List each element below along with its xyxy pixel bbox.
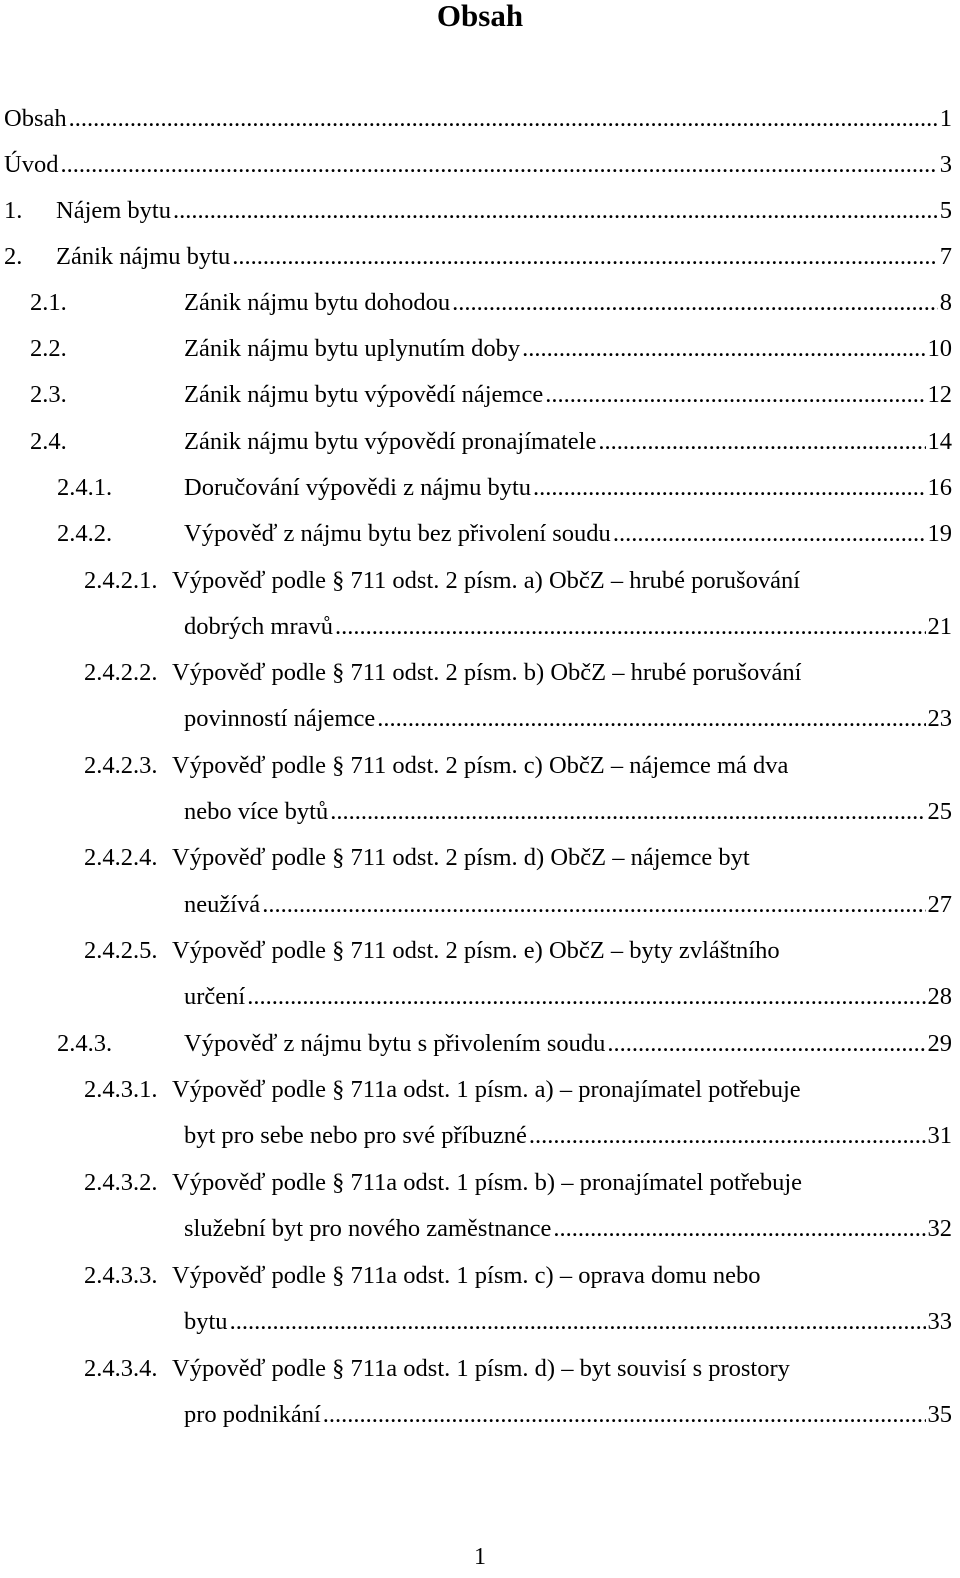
toc-leader	[377, 704, 925, 734]
toc-entry-page: 21	[927, 613, 952, 640]
toc-entry-2-4-2-4-line1[interactable]	[84, 843, 952, 873]
toc-entry-2-4-2-2-line1[interactable]	[84, 658, 952, 688]
toc-entry-1[interactable]	[4, 196, 952, 226]
toc-entry-title-continuation: určení	[184, 983, 246, 1010]
page-title: Obsah	[436, 0, 524, 33]
toc-entry-title-continuation: dobrých mravů	[184, 613, 333, 640]
toc-entry-uvod[interactable]	[4, 150, 952, 180]
toc-entry-2-4-3-4-line2[interactable]	[184, 1400, 952, 1430]
toc-entry-title: Výpověď podle § 711 odst. 2 písm. a) ObčZ – hrubé porušování	[172, 567, 801, 594]
toc-entry-page: 32	[927, 1215, 952, 1242]
toc-entry-2-4-2-3-line2[interactable]	[184, 797, 952, 827]
toc-leader	[173, 196, 938, 226]
toc-entry-number: 2.1.	[30, 289, 67, 316]
toc-entry-number: 2.4.3.3.	[84, 1262, 158, 1289]
toc-entry-2-4-2-5-line1[interactable]	[84, 936, 952, 966]
toc-entry-number: 2.4.3.2.	[84, 1169, 158, 1196]
toc-entry-number: 2.4.	[30, 428, 67, 455]
toc-entry-title: Zánik nájmu bytu dohodou	[184, 289, 451, 316]
toc-leader	[69, 104, 938, 134]
toc-entry-number: 2.2.	[30, 335, 67, 362]
toc-entry-number: 2.4.2.	[57, 520, 113, 547]
toc-entry-title-continuation: neužívá	[184, 891, 261, 918]
toc-leader	[607, 1029, 925, 1059]
toc-entry-2-4-3-2-line1[interactable]	[84, 1168, 952, 1198]
toc-entry-title: Výpověď podle § 711 odst. 2 písm. d) ObčZ – nájemce byt	[172, 844, 750, 871]
toc-leader	[452, 288, 938, 318]
toc-entry-2-4-3-1-line2[interactable]	[184, 1121, 952, 1151]
toc-entry-2-4-3-3-line2[interactable]	[184, 1307, 952, 1337]
toc-entry-title: Výpověď podle § 711 odst. 2 písm. b) ObčZ – hrubé porušování	[172, 659, 802, 686]
toc-entry-2-4[interactable]	[30, 427, 952, 457]
toc-entry-page: 31	[927, 1122, 952, 1149]
toc-entry-2[interactable]	[4, 242, 952, 272]
toc-entry-2-4-3-3-line1[interactable]	[84, 1261, 952, 1291]
toc-entry-page: 27	[927, 891, 952, 918]
toc-entry-number: 2.3.	[30, 381, 67, 408]
toc-entry-2-4-2-3-line1[interactable]	[84, 751, 952, 781]
toc-entry-number: 2.4.3.4.	[84, 1355, 158, 1382]
toc-entry-number: 2.4.2.5.	[84, 937, 158, 964]
toc-entry-2-1[interactable]	[30, 288, 952, 318]
toc-entry-2-4-3-4-line1[interactable]	[84, 1354, 952, 1384]
toc-entry-number: 2.4.2.1.	[84, 567, 158, 594]
toc-entry-page: 29	[927, 1030, 952, 1057]
toc-entry-number: 1.	[4, 197, 23, 224]
toc-leader	[60, 150, 937, 180]
toc-entry-2-4-2[interactable]	[57, 519, 952, 549]
footer-page-number: 1	[474, 1544, 486, 1570]
toc-entry-title-continuation: povinností nájemce	[184, 705, 376, 732]
toc-entry-title: Nájem bytu	[56, 197, 171, 224]
toc-entry-number: 2.4.2.2.	[84, 659, 158, 686]
toc-entry-2-4-2-1-line1[interactable]	[84, 566, 952, 596]
toc-entry-title: Výpověď z nájmu bytu s přivolením soudu	[184, 1030, 606, 1057]
toc-entry-page: 5	[939, 197, 952, 224]
toc-leader	[335, 612, 926, 642]
toc-entry-title: Zánik nájmu bytu	[56, 243, 231, 270]
toc-entry-title: Obsah	[4, 105, 67, 132]
toc-entry-title-continuation: byt pro sebe nebo pro své příbuzné	[184, 1122, 527, 1149]
toc-entry-number: 2.4.1.	[57, 474, 113, 501]
toc-leader	[232, 242, 938, 272]
toc-entry-title: Výpověď podle § 711a odst. 1 písm. c) – oprava domu nebo	[172, 1262, 761, 1289]
toc-entry-2-4-2-1-line2[interactable]	[184, 612, 952, 642]
toc-entry-2-4-3-2-line2[interactable]	[184, 1214, 952, 1244]
toc-entry-title: Zánik nájmu bytu uplynutím doby	[184, 335, 521, 362]
toc-leader	[262, 890, 925, 920]
toc-entry-number: 2.4.3.	[57, 1030, 113, 1057]
toc-entry-title: Úvod	[4, 151, 59, 178]
toc-leader	[230, 1307, 926, 1337]
toc-entry-2-4-3[interactable]	[57, 1029, 952, 1059]
toc-entry-2-4-3-1-line1[interactable]	[84, 1075, 952, 1105]
toc-entry-title: Výpověď podle § 711 odst. 2 písm. c) ObčZ – nájemce má dva	[172, 752, 789, 779]
toc-entry-number: 2.4.2.3.	[84, 752, 158, 779]
toc-entry-page: 35	[927, 1401, 952, 1428]
toc-entry-page: 23	[927, 705, 952, 732]
toc-entry-title: Zánik nájmu bytu výpovědí nájemce	[184, 381, 544, 408]
toc-entry-title-continuation: služební byt pro nového zaměstnance	[184, 1215, 552, 1242]
toc-entry-2-3[interactable]	[30, 380, 952, 410]
toc-leader	[598, 427, 925, 457]
toc-entry-2-2[interactable]	[30, 334, 952, 364]
toc-entry-page: 1	[939, 105, 952, 132]
toc-leader	[545, 380, 925, 410]
toc-entry-title-continuation: nebo více bytů	[184, 798, 329, 825]
toc-entry-page: 19	[927, 520, 952, 547]
toc-entry-obsah[interactable]	[4, 104, 952, 134]
toc-entry-number: 2.4.3.1.	[84, 1076, 158, 1103]
toc-entry-2-4-2-5-line2[interactable]	[184, 982, 952, 1012]
toc-leader	[330, 797, 925, 827]
toc-entry-page: 28	[927, 983, 952, 1010]
toc-entry-title-continuation: pro podnikání	[184, 1401, 321, 1428]
toc-entry-page: 8	[939, 289, 952, 316]
toc-entry-page: 12	[927, 381, 952, 408]
toc-entry-2-4-2-2-line2[interactable]	[184, 704, 952, 734]
toc-entry-title: Výpověď podle § 711 odst. 2 písm. e) ObčZ – byty zvláštního	[172, 937, 780, 964]
toc-entry-title: Zánik nájmu bytu výpovědí pronajímatele	[184, 428, 597, 455]
toc-leader	[613, 519, 926, 549]
toc-leader	[247, 982, 925, 1012]
toc-entry-title: Výpověď z nájmu bytu bez přivolení soudu	[184, 520, 611, 547]
toc-leader	[533, 473, 925, 503]
toc-entry-page: 33	[927, 1308, 952, 1335]
toc-entry-title: Doručování výpovědi z nájmu bytu	[184, 474, 532, 501]
toc-leader	[522, 334, 925, 364]
toc-leader	[323, 1400, 926, 1430]
toc-entry-page: 3	[939, 151, 952, 178]
toc-entry-page: 25	[927, 798, 952, 825]
toc-entry-page: 14	[927, 428, 952, 455]
toc-entry-title: Výpověď podle § 711a odst. 1 písm. a) – pronajímatel potřebuje	[172, 1076, 801, 1103]
toc-entry-title: Výpověď podle § 711a odst. 1 písm. d) – byt souvisí s prostory	[172, 1355, 790, 1382]
toc-entry-page: 16	[927, 474, 952, 501]
toc-leader	[529, 1121, 926, 1151]
toc-leader	[553, 1214, 925, 1244]
toc-entry-page: 7	[939, 243, 952, 270]
toc-entry-page: 10	[927, 335, 952, 362]
toc-entry-number: 2.	[4, 243, 23, 270]
toc-entry-title-continuation: bytu	[184, 1308, 228, 1335]
toc-entry-2-4-1[interactable]	[57, 473, 952, 503]
toc-entry-number: 2.4.2.4.	[84, 844, 158, 871]
toc-entry-title: Výpověď podle § 711a odst. 1 písm. b) – pronajímatel potřebuje	[172, 1169, 803, 1196]
toc-entry-2-4-2-4-line2[interactable]	[184, 890, 952, 920]
